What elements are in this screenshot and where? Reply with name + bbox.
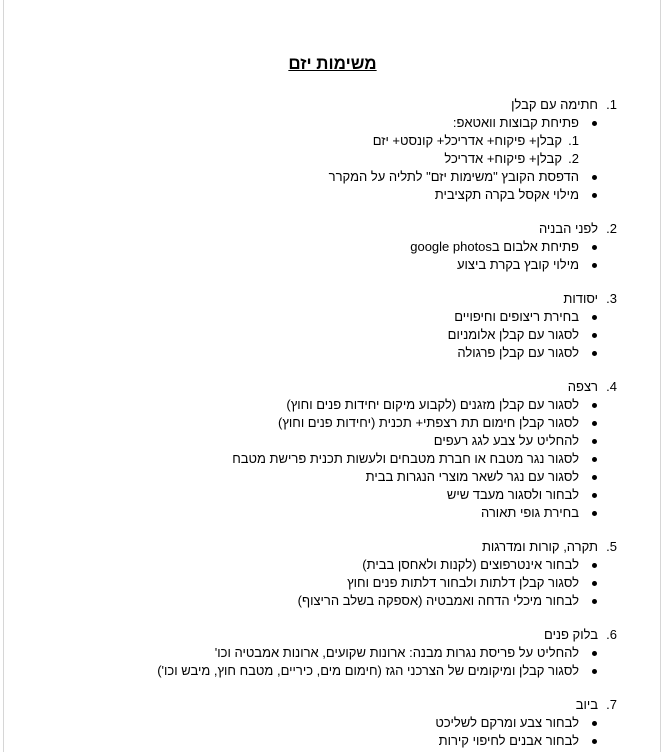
- section-heading: לפני הבניה: [538, 221, 598, 236]
- section-heading: רצפה: [567, 379, 598, 394]
- bullet-icon: [592, 493, 597, 498]
- list-item: לסגור קבלן דלתות ולבחור דלתות פנים וחוץ: [347, 575, 579, 590]
- list-item: לבחור מיכלי הדחה ואמבטיה (אספקה בשלב הריצוף): [297, 593, 579, 608]
- section-number: 6.: [606, 627, 617, 642]
- bullet-icon: [592, 563, 597, 568]
- bullet-icon: [592, 457, 597, 462]
- subitem-number: 2.: [568, 151, 579, 166]
- list-item: בחירת ריצופים וחיפויים: [454, 309, 579, 324]
- page-title: משימות יזם: [288, 54, 377, 73]
- bullet-icon: [592, 581, 597, 586]
- section-heading: ביוב: [575, 697, 598, 712]
- list-item: לבחור ולסגור מעבד שיש: [446, 487, 579, 502]
- section-number: 2.: [606, 221, 617, 236]
- section-heading: חתימה עם קבלן: [511, 97, 598, 112]
- list-item: הדפסת הקובץ "משימות יזם" לתליה על המקרר: [328, 169, 579, 184]
- list-item: פתיחת אלבום בgoogle photos: [410, 239, 579, 254]
- section-heading: בלוק פנים: [544, 627, 598, 642]
- bullet-icon: [592, 599, 597, 604]
- section-number: 5.: [606, 539, 617, 554]
- bullet-icon: [592, 333, 597, 338]
- section-number: 7.: [606, 697, 617, 712]
- bullet-icon: [592, 403, 597, 408]
- bullet-icon: [592, 721, 597, 726]
- list-item: לסגור קבלן ומיקומים של הצרכני הגז (חימום מים, כיריים, מטבח חוץ, מיבש וכו'): [157, 663, 579, 678]
- bullet-icon: [592, 263, 597, 268]
- subitem-text: קבלן+ פיקוח+ אדריכל: [444, 151, 562, 166]
- list-item: לסגור קבלן חימום תת רצפתי+ תכנית (יחידות פנים וחוץ): [278, 415, 579, 430]
- bullet-icon: [592, 511, 597, 516]
- bullet-icon: [592, 351, 597, 356]
- list-item: לבחור צבע ומרקם לשליכט: [435, 715, 579, 730]
- subitem-number: 1.: [568, 133, 579, 148]
- bullet-icon: [592, 739, 597, 744]
- list-item: פתיחת קבוצות וואטאפ:: [452, 115, 579, 130]
- list-item: לבחור אבנים לחיפוי קירות: [438, 733, 579, 748]
- list-item: לסגור עם קבלן מזגנים (לקבוע מיקום יחידות פנים וחוץ): [286, 397, 579, 412]
- bullet-icon: [592, 475, 597, 480]
- bullet-icon: [592, 669, 597, 674]
- list-item: לסגור עם נגר לשאר מוצרי הנגרות בבית: [365, 469, 579, 484]
- list-item: לסגור נגר מטבח או חברת מטבחים ולעשות תכנית פרישת מטבח: [232, 451, 579, 466]
- list-item: לבחור אינטרפוצים (לקנות ולאחסן בבית): [362, 557, 579, 572]
- bullet-icon: [592, 315, 597, 320]
- bullet-icon: [592, 245, 597, 250]
- subitem-text: קבלן+ פיקוח+ אדריכל+ קונסט+ יזם: [372, 133, 562, 148]
- list-item: לסגור עם קבלן אלומניום: [447, 327, 579, 342]
- list-item: מילוי קובץ בקרת ביצוע: [456, 257, 579, 272]
- section-heading: יסודות: [563, 291, 598, 306]
- bullet-icon: [592, 421, 597, 426]
- section-heading: תקרה, קורות ומדרגות: [481, 539, 598, 554]
- list-item: להחליט על צבע לגג רעפים: [433, 433, 579, 448]
- bullet-icon: [592, 193, 597, 198]
- bullet-icon: [592, 175, 597, 180]
- list-item: להחליט על פריסת נגרות מבנה: ארונות שקועים, ארונות אמבטיה וכו': [214, 645, 579, 660]
- list-item: לסגור עם קבלן פרגולה: [457, 345, 579, 360]
- section-number: 3.: [606, 291, 617, 306]
- list-item: מילוי אקסל בקרה תקציבית: [434, 187, 579, 202]
- section-number: 4.: [606, 379, 617, 394]
- section-number: 1.: [606, 97, 617, 112]
- bullet-icon: [592, 651, 597, 656]
- bullet-icon: [592, 121, 597, 126]
- list-item: בחירת גופי תאורה: [481, 505, 579, 520]
- bullet-icon: [592, 439, 597, 444]
